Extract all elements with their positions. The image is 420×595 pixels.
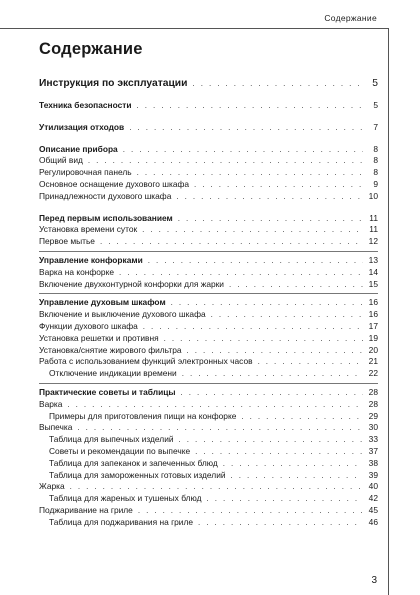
dot-leader: [187, 345, 363, 357]
section-gap: [39, 134, 378, 144]
section-gap: [39, 90, 378, 100]
section-divider: [39, 251, 378, 252]
toc-entry-title: Выпечка: [39, 422, 73, 433]
dot-leader: [181, 387, 363, 399]
toc-entry[interactable]: [39, 122, 378, 134]
toc-entry-title: Основное оснащение духового шкафа: [39, 178, 190, 189]
toc-entry[interactable]: [39, 191, 378, 203]
dot-leader: [138, 505, 363, 517]
toc-entry-title: Таблица для поджаривания на гриле: [49, 516, 194, 527]
dot-leader: [192, 77, 363, 90]
dot-leader: [143, 321, 363, 333]
toc-entry[interactable]: [39, 434, 378, 446]
toc-entry[interactable]: [39, 505, 378, 517]
toc-entry-title: Включение двухконтурной конфорки для жарки: [39, 278, 224, 289]
toc-entry-page: 5: [372, 78, 378, 89]
toc-entry-title: Установка/снятие жирового фильтра: [39, 344, 182, 355]
toc-entry-title: Первое мытье: [39, 236, 95, 247]
toc-entry[interactable]: [39, 155, 378, 167]
toc-entry-title: Общий вид: [39, 155, 83, 166]
toc-entry-page: 17: [368, 320, 378, 331]
toc-entry-title: Таблица для замороженных готовых изделий: [49, 469, 226, 480]
toc-entry-page: 46: [368, 516, 378, 527]
dot-leader: [100, 236, 363, 248]
toc-entry-title: Советы и рекомендации по выпечке: [49, 445, 191, 456]
toc-entry-page: 22: [368, 368, 378, 379]
toc-entry[interactable]: [39, 481, 378, 493]
toc-entry-title: Инструкция по эксплуатации: [39, 78, 188, 89]
dot-leader: [164, 333, 363, 345]
toc-entry-title: Поджаривание на гриле: [39, 504, 133, 515]
toc-entry-title: Практические советы и таблицы: [39, 386, 176, 397]
toc-entry[interactable]: [39, 267, 378, 279]
toc-entry[interactable]: [39, 77, 378, 90]
toc-entry[interactable]: [39, 411, 378, 423]
toc-entry-page: 30: [368, 422, 378, 433]
toc-entry-page: 8: [373, 167, 378, 178]
toc-entry-title: Установка времени суток: [39, 224, 138, 235]
toc-entry-title: Управление духовым шкафом: [39, 297, 166, 308]
toc-entry-title: Описание прибора: [39, 143, 118, 154]
dot-leader: [179, 434, 363, 446]
dot-leader: [258, 356, 363, 368]
toc-entry-page: 19: [368, 332, 378, 343]
running-head: Содержание: [324, 13, 377, 23]
toc-entry-page: 40: [368, 481, 378, 492]
toc-entry[interactable]: [39, 387, 378, 399]
toc-entry-page: 9: [373, 178, 378, 189]
toc-entry[interactable]: [39, 368, 378, 380]
section-divider: [39, 293, 378, 294]
dot-leader: [241, 411, 363, 423]
header-rule: [0, 28, 388, 29]
toc-entry[interactable]: [39, 422, 378, 434]
toc-entry-page: 42: [368, 493, 378, 504]
dot-leader: [148, 255, 363, 267]
dot-leader: [194, 179, 363, 191]
toc-entry[interactable]: [39, 356, 378, 368]
dot-leader: [182, 368, 363, 380]
dot-leader: [229, 279, 363, 291]
toc-entry[interactable]: [39, 493, 378, 505]
toc-entry-page: 8: [373, 143, 378, 154]
toc-entry[interactable]: [39, 333, 378, 345]
toc-entry-title: Работа с использованием функций электронных часов: [39, 356, 253, 367]
toc-entry[interactable]: [39, 255, 378, 267]
toc-entry-page: 45: [368, 504, 378, 515]
dot-leader: [223, 458, 363, 470]
toc-entry-page: 33: [368, 434, 378, 445]
toc-entry-title: Варка: [39, 398, 63, 409]
page-title: Содержание: [39, 40, 143, 58]
toc-entry[interactable]: [39, 224, 378, 236]
toc-entry-page: 21: [368, 356, 378, 367]
page-number: 3: [371, 575, 377, 586]
toc-entry[interactable]: [39, 179, 378, 191]
toc-entry-page: 14: [368, 266, 378, 277]
toc-entry-title: Техника безопасности: [39, 100, 132, 110]
toc-entry[interactable]: [39, 100, 378, 112]
toc-entry-page: 11: [369, 212, 378, 223]
margin-rule: [388, 28, 389, 595]
toc-entry-title: Таблица для запеканок и запеченных блюд: [49, 457, 218, 468]
toc-entry[interactable]: [39, 458, 378, 470]
dot-leader: [195, 446, 363, 458]
toc-entry-page: 16: [368, 309, 378, 320]
toc-entry[interactable]: [39, 167, 378, 179]
toc-entry-page: 8: [373, 155, 378, 166]
dot-leader: [171, 297, 363, 309]
toc-entry[interactable]: [39, 399, 378, 411]
dot-leader: [67, 399, 363, 411]
toc-entry[interactable]: [39, 236, 378, 248]
dot-leader: [129, 122, 363, 134]
dot-leader: [137, 167, 363, 179]
toc-entry[interactable]: [39, 144, 378, 156]
section-gap: [39, 203, 378, 213]
dot-leader: [70, 481, 363, 493]
dot-leader: [176, 191, 363, 203]
dot-leader: [77, 422, 363, 434]
toc-entry-page: 28: [368, 398, 378, 409]
toc-entry[interactable]: [39, 309, 378, 321]
toc-entry-page: 38: [368, 457, 378, 468]
toc-entry-title: Жарка: [39, 481, 65, 492]
toc-entry-page: 15: [368, 278, 378, 289]
toc-entry-page: 5: [373, 100, 378, 110]
toc-entry[interactable]: [39, 345, 378, 357]
toc-entry-title: Утилизация отходов: [39, 121, 125, 132]
toc-entry-title: Перед первым использованием: [39, 212, 173, 223]
toc-entry-title: Включение и выключение духового шкафа: [39, 309, 206, 320]
toc-entry[interactable]: [39, 446, 378, 458]
toc-entry-title: Примеры для приготовления пищи на конфорке: [49, 410, 237, 421]
toc-entry-page: 16: [368, 297, 378, 308]
toc-entry-page: 7: [373, 121, 378, 132]
toc-entry-title: Принадлежности духового шкафа: [39, 190, 172, 201]
table-of-contents: [39, 77, 378, 529]
toc-entry-title: Таблица для жареных и тушеных блюд: [49, 493, 202, 504]
dot-leader: [211, 309, 363, 321]
toc-entry-title: Функции духового шкафа: [39, 320, 138, 331]
toc-entry-page: 11: [369, 224, 378, 235]
dot-leader: [142, 224, 363, 236]
toc-entry-page: 37: [368, 445, 378, 456]
toc-entry[interactable]: [39, 279, 378, 291]
dot-leader: [88, 155, 363, 167]
dot-leader: [198, 517, 363, 529]
dot-leader: [231, 470, 363, 482]
dot-leader: [137, 100, 363, 112]
toc-entry-title: Варка на конфорке: [39, 266, 115, 277]
section-gap: [39, 112, 378, 122]
toc-entry-page: 28: [368, 386, 378, 397]
section-divider: [39, 383, 378, 384]
toc-entry-page: 39: [368, 469, 378, 480]
toc-entry-page: 12: [368, 236, 378, 247]
toc-entry-title: Установка решетки и противня: [39, 332, 159, 343]
toc-entry[interactable]: [39, 470, 378, 482]
dot-leader: [119, 267, 363, 279]
toc-entry[interactable]: [39, 297, 378, 309]
toc-entry-page: 29: [368, 410, 378, 421]
toc-entry-page: 20: [368, 344, 378, 355]
toc-entry-page: 10: [368, 190, 378, 201]
dot-leader: [206, 493, 363, 505]
dot-leader: [178, 213, 363, 225]
toc-entry[interactable]: [39, 517, 378, 529]
toc-entry-page: 13: [368, 254, 378, 265]
toc-entry-title: Управление конфорками: [39, 254, 143, 265]
toc-entry-title: Отключение индикации времени: [49, 368, 177, 379]
toc-entry[interactable]: [39, 321, 378, 333]
toc-entry[interactable]: [39, 213, 378, 225]
toc-entry-title: Таблица для выпечных изделий: [49, 434, 174, 445]
toc-entry-title: Регулировочная панель: [39, 167, 132, 178]
dot-leader: [123, 144, 363, 156]
